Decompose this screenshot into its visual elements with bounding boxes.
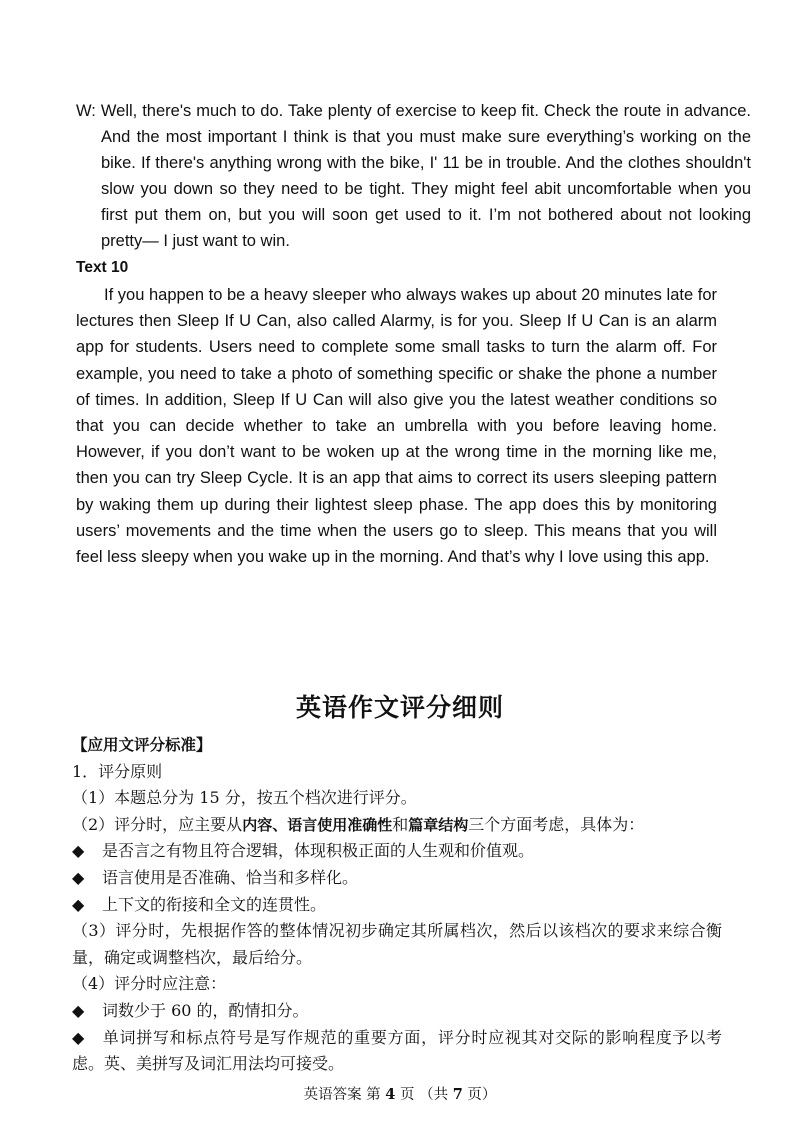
rule-item-1: （1）本题总分为 15 分，按五个档次进行评分。 (72, 788, 417, 808)
bullet-item (72, 838, 722, 865)
bullet-item (72, 998, 722, 1025)
rule-item-2-post: 三个方面考虑，具体为： (468, 814, 645, 834)
rule-item-2-emph-accuracy: 语言使用准确性 (287, 815, 393, 834)
rule-item-2-emph-structure: 篇章结构 (408, 815, 469, 834)
rubric-title: 英语作文评分细则 (295, 693, 504, 722)
bullet-text: 是否言之有物且符合逻辑，体现积极正面的人生观和价值观。 (102, 841, 535, 861)
text-10-label: Text 10 (76, 259, 129, 276)
bullet-text: 上下文的衔接和全文的连贯性。 (102, 894, 327, 914)
bullet-item (72, 1025, 722, 1078)
bullet-text: 词数少于 60 的，酌情扣分。 (102, 1000, 309, 1020)
bullet-text: 语言使用是否准确、恰当和多样化。 (102, 867, 359, 887)
rule-item-2-sep-2: 和 (392, 814, 409, 834)
footer-page-number: 4 (385, 1086, 396, 1103)
footer-total-pages: 7 (452, 1086, 463, 1103)
text-10-paragraph: If you happen to be a heavy sleeper who always wakes up about 20 minutes late for lectures then Sleep If U Can, also called Alarmy, is for you. Sleep If U Can is an alarm app for students. Users need to complete some small tasks to turn the alarm off. For example, you need to take a photo of something specific or shake the phone a number of times. In addition, Sleep If U Can will also give you the latest weather conditions so that you can decide whether to take an umbrella with you before leaving home. However, if you don’t want to be woken up at the wrong time in the morning like me, then you can try Sleep Cycle. It is an app that aims to correct its users sleeping pattern by waking them up during their lightest sleep phase. The app does this by monitoring users’ movements and the time when the users go to sleep. This means that you will feel less sleepy when you wake up in the morning. And that’s why I love using this app. (76, 286, 717, 567)
bullet-item (72, 892, 722, 919)
dialogue-text: Well, there's much to do. Take plenty of exercise to keep fit. Check the route in advance. And the most important I think is that you must make sure everything’s working on the bike. If there's anything wrong with the bike, I' 11 be in trouble. And the clothes shouldn't slow you down so they need to be tight. They might feel abit uncomfortable when you first put them on, but you will soon get used to it. I’m not bothered about not looking pretty— I just want to win. (95, 102, 751, 250)
diamond-bullet-icon: ◆ (72, 841, 85, 861)
bullet-text: 单词拼写和标点符号是写作规范的重要方面，评分时应视其对交际的影响程度予以考虑。英、美拼写及词汇用法均可接受。 (72, 1027, 722, 1074)
rule-item-3: （3）评分时，先根据作答的整体情况初步确定其所属档次，然后以该档次的要求来综合衡量，确定或调整档次，最后给分。 (72, 921, 722, 967)
footer-suffix: 页） (467, 1087, 497, 1103)
footer-prefix: 英语答案 第 (303, 1087, 381, 1103)
diamond-bullet-icon: ◆ (72, 894, 85, 914)
rule-item-4: （4）评分时应注意： (72, 974, 227, 994)
diamond-bullet-icon: ◆ (72, 867, 85, 887)
principle-heading: 1．评分原则 (72, 761, 163, 781)
footer-mid: 页 （共 (400, 1087, 449, 1103)
diamond-bullet-icon: ◆ (72, 1027, 85, 1047)
rule-item-2 (72, 812, 722, 839)
speaker-label: W: (76, 102, 96, 120)
rubric-body (72, 732, 722, 1078)
diamond-bullet-icon: ◆ (72, 1000, 85, 1020)
dialogue-paragraph (76, 98, 751, 254)
rule-item-2-pre: （2）评分时，应主要从 (72, 814, 243, 834)
bullet-item (72, 865, 722, 892)
rule-item-2-emph-content: 内容 (242, 815, 273, 834)
rule-item-2-sep-1: 、 (272, 815, 288, 834)
section-heading: 【应用文评分标准】 (72, 736, 212, 754)
page-footer (0, 1083, 800, 1104)
